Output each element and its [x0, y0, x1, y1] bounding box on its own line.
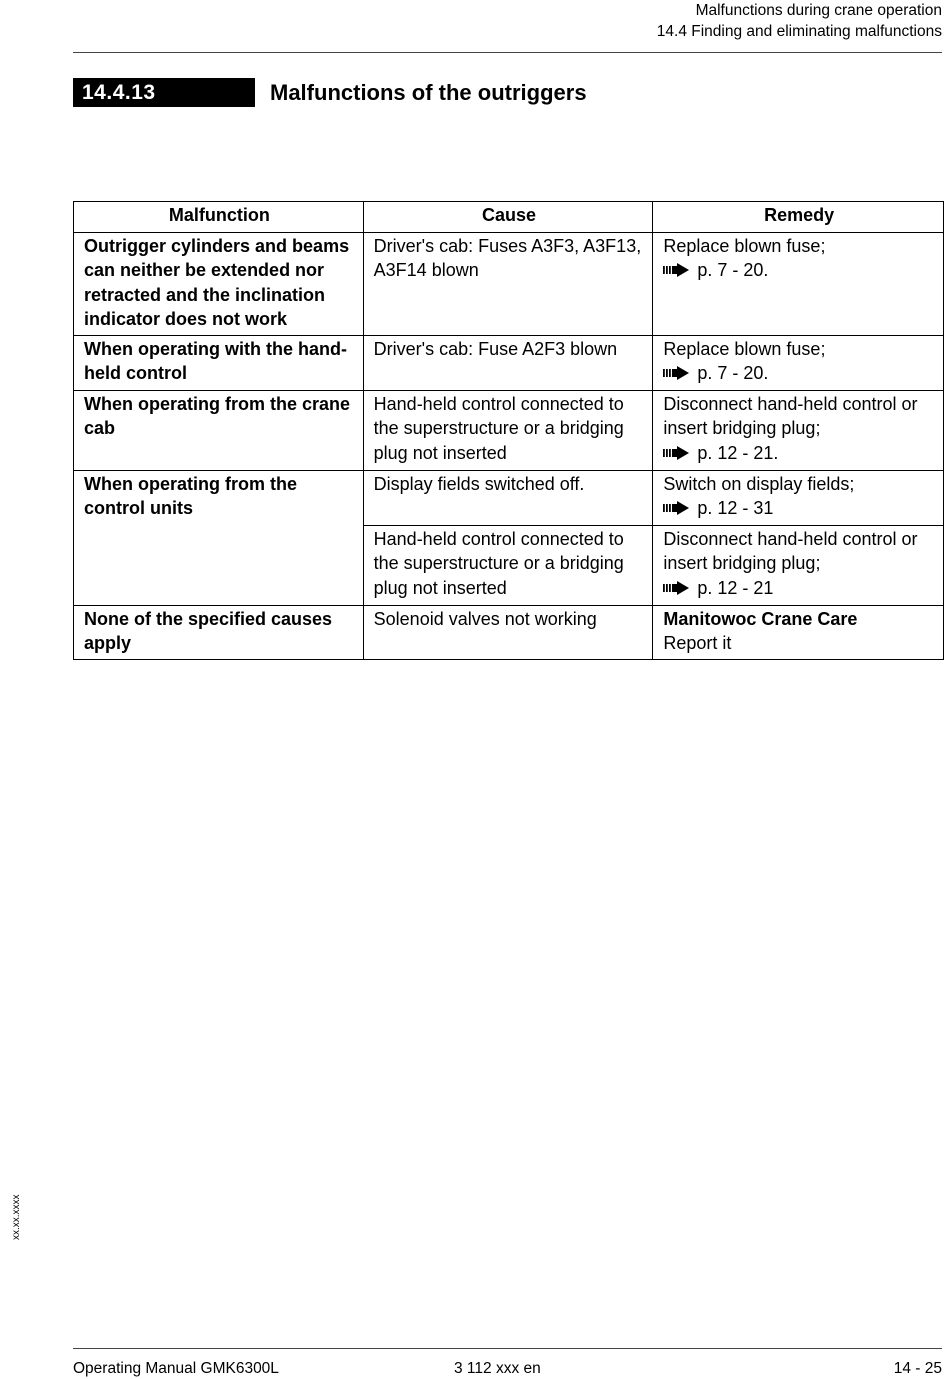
cause-cell: Solenoid valves not working	[363, 605, 653, 659]
remedy-text: Report it	[663, 633, 732, 653]
page-reference-label: p. 7 - 20.	[697, 363, 769, 383]
remedy-cell	[653, 525, 944, 605]
malfunction-cell: When operating from the control units	[74, 470, 364, 605]
page-reference[interactable]	[663, 258, 768, 283]
page-reference-label: p. 12 - 21.	[697, 442, 779, 463]
page-reference[interactable]	[663, 576, 773, 601]
side-code: xx.xx.xxxx	[11, 1194, 22, 1240]
table-header-row	[74, 202, 944, 233]
cause-cell: Display fields switched off.	[363, 470, 653, 525]
cause-cell: Driver's cab: Fuse A2F3 blown	[363, 335, 653, 390]
footer-page-number: 14 - 25	[893, 1360, 942, 1377]
header-divider	[73, 52, 942, 53]
table-row	[74, 335, 944, 390]
malfunction-cell: When operating from the crane cab	[74, 390, 364, 470]
table-row	[74, 470, 944, 525]
malfunction-cell: When operating with the hand-held control	[74, 335, 364, 390]
service-contact: Manitowoc Crane Care	[663, 608, 858, 629]
remedy-text: Disconnect hand-held control or insert bridging plug;	[663, 393, 918, 439]
page-reference-label: p. 12 - 31	[697, 498, 774, 518]
table-row	[74, 390, 944, 470]
header-section: 14.4 Finding and eliminating malfunctions	[656, 23, 942, 40]
arrow-right-icon	[663, 366, 689, 380]
table-row	[74, 232, 944, 335]
remedy-cell	[653, 605, 944, 659]
malfunction-cell: Outrigger cylinders and beams can neither be extended nor retracted and the inclination indicator does not work	[74, 232, 364, 335]
column-header-remedy: Remedy	[653, 202, 944, 233]
footer-divider	[73, 1348, 942, 1349]
column-header-malfunction: Malfunction	[74, 202, 364, 233]
arrow-right-icon	[663, 501, 689, 515]
page-reference[interactable]	[663, 496, 773, 521]
page-reference-label: p. 7 - 20.	[697, 260, 769, 280]
header-chapter: Malfunctions during crane operation	[695, 2, 942, 19]
remedy-cell	[653, 470, 944, 525]
page-reference[interactable]	[663, 361, 768, 386]
remedy-text: Switch on display fields;	[663, 473, 855, 494]
arrow-right-icon	[663, 581, 689, 595]
malfunction-table	[73, 201, 944, 660]
cause-cell: Driver's cab: Fuses A3F3, A3F13, A3F14 blown	[363, 232, 653, 335]
arrow-right-icon	[663, 446, 689, 460]
malfunction-cell: None of the specified causes apply	[74, 605, 364, 659]
cause-cell: Hand-held control connected to the superstructure or a bridging plug not inserted	[363, 525, 653, 605]
remedy-text: Disconnect hand-held control or insert bridging plug;	[663, 528, 918, 574]
column-header-cause: Cause	[363, 202, 653, 233]
footer-manual-title: Operating Manual GMK6300L	[73, 1360, 279, 1377]
cause-cell: Hand-held control connected to the superstructure or a bridging plug not inserted	[363, 390, 653, 470]
remedy-text: Replace blown fuse;	[663, 235, 826, 256]
section-title: Malfunctions of the outriggers	[270, 80, 587, 105]
remedy-cell	[653, 390, 944, 470]
footer-document-number: 3 112 xxx en	[454, 1360, 541, 1377]
remedy-cell	[653, 335, 944, 390]
remedy-text: Replace blown fuse;	[663, 338, 826, 359]
page-reference-label: p. 12 - 21	[697, 577, 774, 598]
remedy-cell	[653, 232, 944, 335]
page-reference[interactable]	[663, 441, 778, 466]
arrow-right-icon	[663, 263, 689, 277]
section-number: 14.4.13	[73, 78, 255, 107]
table-row	[74, 605, 944, 659]
